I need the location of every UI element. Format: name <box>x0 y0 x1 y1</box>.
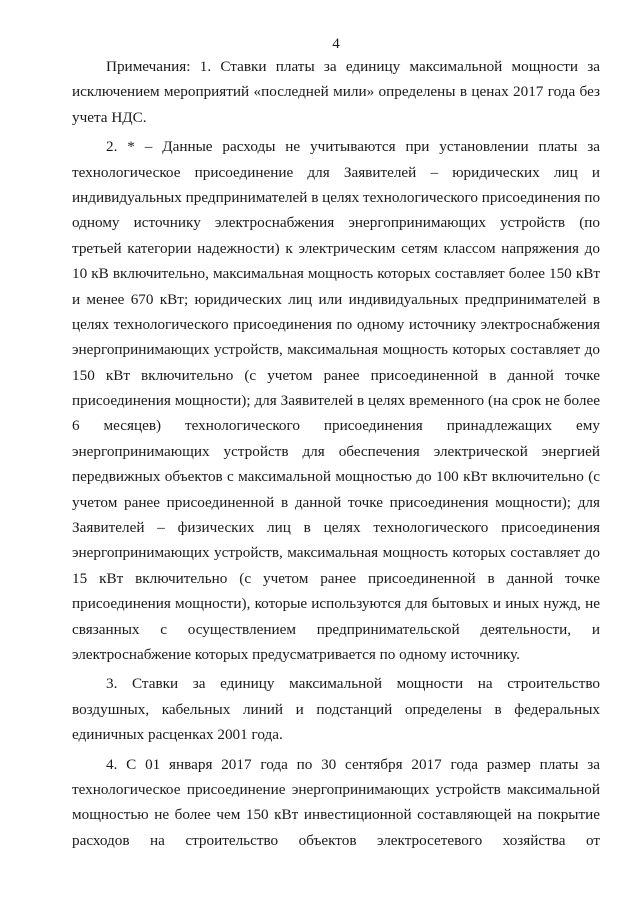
page-number: 4 <box>332 36 340 52</box>
text-line: третьей категории надежности) к электрическим сетям классом напряжения до <box>72 239 600 257</box>
paragraph-note-4 <box>72 752 600 854</box>
document-body <box>72 54 600 853</box>
text-line: учета НДС. <box>72 108 147 126</box>
text-line: исключением мероприятий «последней мили» определены в ценах 2017 года без <box>72 83 600 101</box>
paragraph-note-2 <box>72 134 600 667</box>
text-line: индивидуальных предпринимателей в целях технологического присоединения по <box>72 188 600 206</box>
text-line: 3. Ставки за единицу максимальной мощности на строительство <box>106 675 600 693</box>
text-line: мощностью не более чем 150 кВт инвестиционной составляющей на покрытие <box>72 806 600 824</box>
text-line: расходов на строительство объектов электросетевого хозяйства от <box>72 831 600 849</box>
text-line: воздушных, кабельных линий и подстанций определены в федеральных <box>72 700 600 718</box>
text-line: единичных расценках 2001 года. <box>72 726 283 744</box>
text-line: 2. * – Данные расходы не учитываются при установлении платы за <box>106 138 600 156</box>
text-line: присоединения мощности); для Заявителей в целях временного (на срок не более <box>72 392 600 410</box>
text-line: 15 кВт включительно (с учетом ранее присоединенной в данной точке <box>72 569 600 587</box>
text-line: учетом ранее присоединенной в данной точке присоединения мощности); для <box>72 493 600 511</box>
paragraph-note-1 <box>72 54 600 130</box>
text-line: 10 кВ включительно, максимальная мощность которых составляет более 150 кВт <box>72 265 600 283</box>
text-line: технологическое присоединение энергопринимающих устройств максимальной <box>72 780 600 798</box>
text-line: Примечания: 1. Ставки платы за единицу максимальной мощности за <box>106 58 600 75</box>
text-line: 6 месяцев) технологического присоединения принадлежащих ему <box>72 417 600 435</box>
text-line: 4. С 01 января 2017 года по 30 сентября 2017 года размер платы за <box>106 755 600 773</box>
text-line: целях технологического присоединения по одному источнику электроснабжения <box>72 315 600 333</box>
text-line: электроснабжение которых предусматривается по одному источнику. <box>72 645 520 663</box>
text-line: связанных с осуществлением предпринимательской деятельности, и <box>72 620 600 638</box>
text-line: энергопринимающих устройств для обеспечения электрической энергией <box>72 442 600 460</box>
text-line: энергопринимающих устройств, максимальная мощность которых составляет до <box>72 544 600 562</box>
text-line: технологическое присоединение для Заявителей – юридических лиц и <box>72 163 600 181</box>
paragraph-note-3 <box>72 671 600 747</box>
text-line: присоединения мощности), которые используются для бытовых и иных нужд, не <box>72 595 600 613</box>
text-line: энергопринимающих устройств, максимальная мощность которых составляет до <box>72 341 600 359</box>
text-line: 150 кВт включительно (с учетом ранее присоединенной в данной точке <box>72 366 600 384</box>
text-line: одному источнику электроснабжения энергопринимающих устройств (по <box>72 214 600 232</box>
text-line: передвижных объектов с максимальной мощностью до 100 кВт включительно (с <box>72 468 600 486</box>
text-line: и менее 670 кВт; юридических лиц или индивидуальных предпринимателей в <box>72 290 600 308</box>
text-line: Заявителей – физических лиц в целях технологического присоединения <box>72 519 600 537</box>
